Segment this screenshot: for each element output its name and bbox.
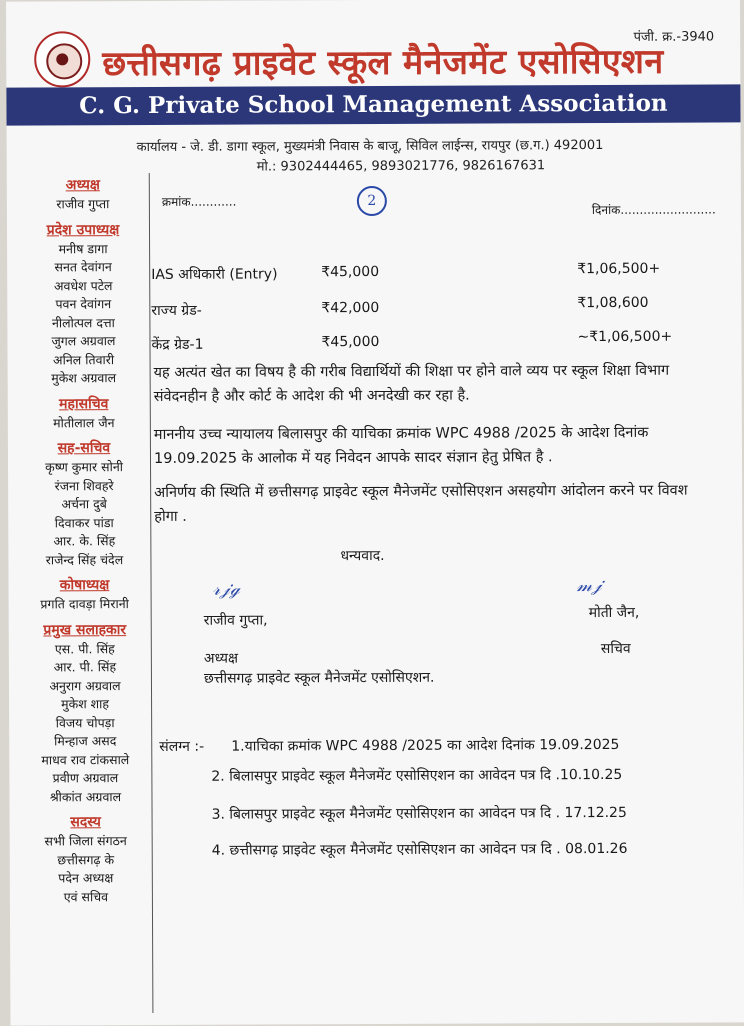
sidebar-member-name: पवन देवांगन bbox=[55, 296, 112, 312]
sidebar-member-name: जुगल अग्रवाल bbox=[51, 333, 116, 349]
association-logo-icon bbox=[34, 31, 90, 87]
paragraph-3: अनिर्णय की स्थिति में छत्तीसगढ़ प्राइवेट स्कूल मैनेजमेंट एसोसिएशन असहयोग आंदोलन करने पर विवश होगा . bbox=[154, 482, 688, 525]
sidebar-section bbox=[20, 812, 152, 907]
sidebar-member-name: राजीव गुप्ता bbox=[56, 196, 110, 212]
sidebar-member-name: एस. पी. सिंह bbox=[54, 640, 115, 656]
sidebar-member-name: पदेन अध्यक्ष bbox=[58, 870, 114, 886]
office-bearers-sidebar bbox=[17, 173, 154, 1014]
sidebar-member-name: नीलोत्पल दत्ता bbox=[51, 314, 115, 330]
salary-row-total: ₹1,08,600 bbox=[577, 294, 649, 312]
sidebar-section-heading: महासचिव bbox=[59, 395, 109, 412]
reference-number: क्रमांक............ bbox=[161, 194, 237, 209]
sidebar-member-name: रंजना शिवहरे bbox=[54, 477, 114, 493]
sidebar-section-heading: सह-सचिव bbox=[57, 440, 111, 457]
sidebar-member-name: विजय चोपड़ा bbox=[55, 714, 115, 730]
sidebar-section bbox=[17, 219, 150, 388]
sidebar-member-name: अनुराग अग्रवाल bbox=[49, 677, 121, 693]
sidebar-section-heading: अध्यक्ष bbox=[65, 177, 100, 194]
sidebar-section bbox=[18, 393, 150, 432]
salary-row-label: केंद्र ग्रेड-1 bbox=[151, 336, 204, 353]
enclosures-label: संलग्न :- bbox=[159, 738, 205, 755]
sidebar-member-name: प्रगति दावड़ा मिरानी bbox=[40, 596, 129, 612]
sidebar-section bbox=[19, 575, 151, 614]
left-signatory-organisation: छत्तीसगढ़ प्राइवेट स्कूल मैनेजमेंट एसोसिएशन. bbox=[203, 669, 435, 687]
paragraph-1: यह अत्यंत खेत का विषय है की गरीब विद्यार्थियों की शिक्षा पर होने वाले व्यय पर स्कूल शिक्षा विभाग संवेदनहीन है और कोर्ट के आदेश की भी अनदेखी कर रहा है. bbox=[153, 362, 670, 405]
sidebar-section bbox=[19, 619, 152, 806]
enclosure-item: 4. छत्तीसगढ़ प्राइवेट स्कूल मैनेजमेंट एसोसिएशन का आवेदन पत्र दि . 08.01.26 bbox=[211, 840, 628, 859]
salary-row-label: राज्य ग्रेड- bbox=[151, 302, 202, 319]
registration-number: पंजी. क्र.-3940 bbox=[633, 29, 715, 45]
sidebar-member-name: अर्चना दुबे bbox=[61, 496, 107, 512]
title-hindi: छत्तीसगढ़ प्राइवेट स्कूल मैनेजमेंट एसोसिएशन bbox=[102, 41, 664, 85]
sidebar-section bbox=[18, 438, 151, 570]
sidebar-member-name: एवं सचिव bbox=[63, 888, 109, 904]
enclosure-item: 3. बिलासपुर प्राइवेट स्कूल मैनेजमेंट एसोसिएशन का आवेदन पत्र दि . 17.12.25 bbox=[211, 804, 627, 823]
left-signature-icon: 𝓇𝒿ℊ bbox=[212, 578, 240, 600]
sidebar-member-name: दिवाकर पांडा bbox=[54, 514, 114, 530]
thanks-text: धन्यवाद. bbox=[340, 547, 385, 565]
sidebar-member-name: आर. के. सिंह bbox=[53, 533, 116, 549]
enclosure-item: 1.याचिका क्रमांक WPC 4988 /2025 का आदेश दिनांक 19.09.2025 bbox=[231, 736, 620, 755]
enclosure-item: 2. बिलासपुर प्राइवेट स्कूल मैनेजमेंट एसोसिएशन का आवेदन पत्र दि .10.10.25 bbox=[211, 766, 623, 785]
date-field: दिनांक......................... bbox=[591, 202, 716, 218]
sidebar-section-heading: प्रदेश उपाध्यक्ष bbox=[46, 221, 120, 238]
sidebar-member-name: मुकेश शाह bbox=[61, 696, 110, 712]
sidebar-member-name: माधव राव टांकसाले bbox=[41, 751, 130, 767]
sidebar-section-heading: सदस्य bbox=[70, 814, 101, 831]
sidebar-member-name: सभी जिला संगठन bbox=[44, 833, 127, 849]
salary-row-total: ~₹1,06,500+ bbox=[577, 328, 673, 346]
sidebar-section bbox=[17, 175, 149, 214]
salary-row-label: IAS अधिकारी (Entry) bbox=[151, 266, 278, 283]
title-english-banner: C. G. Private School Management Association bbox=[6, 84, 740, 125]
paragraph-2: माननीय उच्च न्यायालय बिलासपुर की याचिका क्रमांक WPC 4988 /2025 के आदेश दिनांक 19.09.2025 के आलोक में यह निवेदन आपके सादर संज्ञान हेतु प्रेषित है . bbox=[153, 424, 649, 467]
sidebar-section-heading: प्रमुख सलाहकार bbox=[43, 621, 127, 638]
sidebar-member-name: राजेन्द सिंह चंदेल bbox=[45, 551, 124, 567]
sidebar-member-name: श्रीकांत अग्रवाल bbox=[49, 788, 122, 804]
sidebar-member-name: अनिल तिवारी bbox=[52, 351, 115, 367]
right-signatory-name: मोती जैन, bbox=[588, 604, 640, 622]
sidebar-section-heading: कोषाध्यक्ष bbox=[59, 577, 110, 594]
salary-row-total: ₹1,06,500+ bbox=[577, 260, 661, 278]
sidebar-member-name: प्रवीण अग्रवाल bbox=[52, 770, 119, 786]
left-signatory-designation: अध्यक्ष bbox=[203, 650, 239, 667]
sidebar-member-name: आर. पी. सिंह bbox=[53, 659, 117, 675]
mobile-numbers: मो.: 9302444465, 9893021776, 9826167631 bbox=[256, 158, 546, 175]
sidebar-member-name: मोतीलाल जैन bbox=[53, 414, 115, 430]
sidebar-member-name: छत्तीसगढ़ के bbox=[57, 851, 115, 867]
sidebar-member-name: कृष्ण कुमार सोनी bbox=[45, 459, 124, 475]
sidebar-member-name: अवधेश पटेल bbox=[53, 277, 113, 293]
office-address: कार्यालय - जे. डी. डागा स्कूल, मुख्यमंत्री निवास के बाजू, सिविल लाईन्स, रायपुर (छ.ग.) 492001 bbox=[136, 137, 604, 156]
right-signature-icon: 𝓂𝒿 bbox=[576, 575, 602, 597]
left-signatory-name: राजीव गुप्ता, bbox=[203, 612, 268, 629]
sidebar-member-name: मिन्हाज असद bbox=[54, 733, 117, 749]
letterhead-page bbox=[6, 0, 744, 1026]
sidebar-member-name: मुकेश अग्रवाल bbox=[51, 370, 117, 386]
page-number-circled: 2 bbox=[357, 186, 387, 216]
salary-row-value: ₹45,000 bbox=[321, 333, 380, 351]
salary-row-value: ₹45,000 bbox=[321, 263, 380, 281]
sidebar-member-name: सनत देवांगन bbox=[54, 259, 112, 275]
salary-row-value: ₹42,000 bbox=[321, 299, 380, 317]
right-signatory-designation: सचिव bbox=[600, 640, 631, 658]
sidebar-member-name: मनीष डागा bbox=[58, 240, 108, 256]
letter-body bbox=[151, 188, 727, 859]
